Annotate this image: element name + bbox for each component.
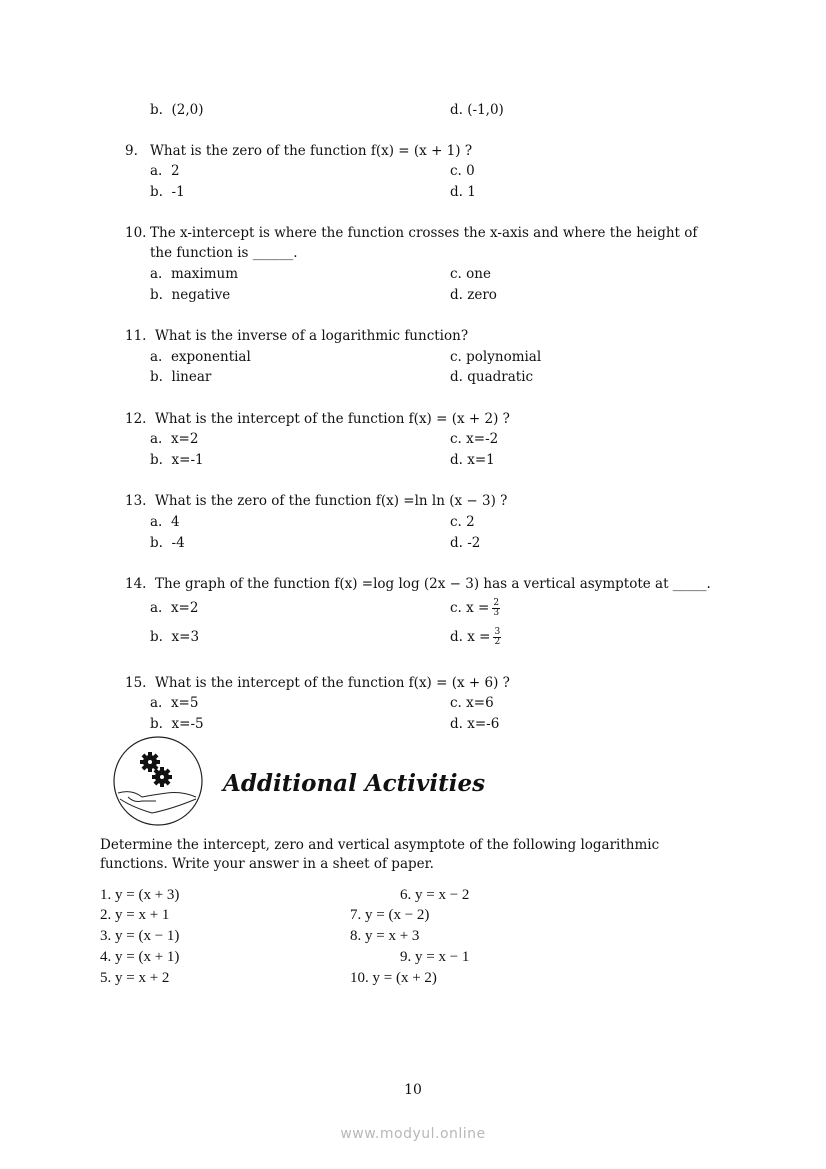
answer-option bbox=[450, 430, 498, 448]
option-letter: d. bbox=[450, 287, 463, 303]
activity-item: 3. y = (x − 1) bbox=[100, 928, 180, 944]
answer-option bbox=[450, 628, 501, 647]
answer-option bbox=[450, 183, 476, 201]
option-text: 1 bbox=[467, 184, 476, 200]
option-text: exponential bbox=[170, 349, 251, 365]
activity-item: 6. y = x − 2 bbox=[400, 887, 470, 903]
option-letter: a. bbox=[150, 266, 163, 282]
question-number: 12. bbox=[125, 411, 147, 427]
option-letter: c. bbox=[450, 349, 462, 365]
activity-item: 7. y = (x − 2) bbox=[350, 907, 430, 923]
option-letter: b. bbox=[150, 287, 163, 303]
answer-option bbox=[150, 628, 199, 646]
option-letter: c. bbox=[450, 600, 462, 616]
option-text: 0 bbox=[466, 163, 475, 179]
option-letter: b. bbox=[150, 535, 163, 551]
option-text: x=1 bbox=[467, 452, 495, 468]
answer-option bbox=[450, 348, 541, 366]
question-stem: What is the inverse of a logarithmic function? bbox=[155, 328, 469, 344]
fraction bbox=[493, 628, 501, 647]
option-letter: a. bbox=[150, 163, 163, 179]
question-number: 9. bbox=[125, 143, 138, 159]
answer-option bbox=[150, 348, 251, 366]
answer-option bbox=[150, 534, 185, 552]
question-stem: the function is ______. bbox=[150, 245, 298, 261]
option-letter: d. bbox=[450, 369, 463, 385]
answer-option bbox=[150, 451, 204, 469]
question-number: 13. bbox=[125, 493, 147, 509]
option-letter: a. bbox=[150, 431, 163, 447]
option-letter: a. bbox=[150, 349, 163, 365]
activity-item: 5. y = x + 2 bbox=[100, 970, 170, 986]
option-text: x=-1 bbox=[171, 452, 204, 468]
option-text: 2 bbox=[170, 163, 180, 179]
question-stem: The graph of the function f(x) =log log (2x − 3) has a vertical asymptote at _____. bbox=[155, 576, 711, 592]
answer-option bbox=[450, 265, 491, 283]
option-letter: c. bbox=[450, 431, 462, 447]
fraction bbox=[492, 599, 500, 618]
option-letter: d. bbox=[450, 716, 463, 732]
answer-option bbox=[450, 694, 494, 712]
answer-option bbox=[150, 368, 211, 386]
answer-option bbox=[150, 715, 204, 733]
option-letter: c. bbox=[450, 695, 462, 711]
option-text: x=5 bbox=[170, 695, 199, 711]
option-text: 2 bbox=[466, 514, 475, 530]
activity-item: 2. y = x + 1 bbox=[100, 907, 170, 923]
option-text: -2 bbox=[467, 535, 481, 551]
question-number: 11. bbox=[125, 328, 147, 344]
option-text: x=-5 bbox=[171, 716, 204, 732]
option-text: x=6 bbox=[466, 695, 494, 711]
option-letter: a. bbox=[150, 514, 163, 530]
option-letter: b. bbox=[150, 629, 163, 645]
fraction-denominator: 2 bbox=[494, 637, 501, 647]
option-text: negative bbox=[171, 287, 231, 303]
option-text: -1 bbox=[171, 184, 185, 200]
answer-option bbox=[150, 183, 185, 201]
question-stem: What is the zero of the function f(x) = (x + 1) ? bbox=[150, 143, 473, 159]
option-text: 4 bbox=[170, 514, 180, 530]
fraction-numerator: 2 bbox=[493, 598, 500, 608]
answer-option bbox=[450, 368, 533, 386]
option-text: x=3 bbox=[171, 629, 200, 645]
instructions-line-2: functions. Write your answer in a sheet of paper. bbox=[100, 856, 434, 872]
gears-hand-icon bbox=[112, 735, 204, 827]
answer-option bbox=[150, 162, 180, 180]
option-letter: d. bbox=[450, 452, 463, 468]
option-text: x=-6 bbox=[467, 716, 500, 732]
section-title: Additional Activities bbox=[223, 770, 486, 797]
option-d: d. (-1,0) bbox=[450, 102, 504, 118]
option-letter: a. bbox=[150, 600, 163, 616]
option-letter: b. bbox=[150, 716, 163, 732]
answer-option bbox=[150, 694, 198, 712]
option-letter: c. bbox=[450, 266, 462, 282]
page-number: 10 bbox=[404, 1082, 422, 1098]
option-letter: d. bbox=[450, 184, 463, 200]
watermark: www.modyul.online bbox=[340, 1126, 486, 1142]
option-letter: a. bbox=[150, 695, 163, 711]
answer-option bbox=[150, 430, 198, 448]
answer-option bbox=[150, 265, 238, 283]
answer-option bbox=[450, 286, 497, 304]
option-text: linear bbox=[171, 369, 212, 385]
option-text: zero bbox=[467, 287, 497, 303]
option-text: polynomial bbox=[466, 349, 542, 365]
answer-option bbox=[150, 286, 230, 304]
option-letter: c. bbox=[450, 514, 462, 530]
option-b: b. (2,0) bbox=[150, 102, 204, 118]
activity-item: 8. y = x + 3 bbox=[350, 928, 420, 944]
answer-option bbox=[450, 513, 475, 531]
option-letter: d. bbox=[450, 629, 463, 645]
question-stem: What is the intercept of the function f(x) = (x + 6) ? bbox=[155, 675, 510, 691]
question-stem: The x-intercept is where the function crosses the x-axis and where the height of bbox=[150, 225, 698, 241]
option-letter: b. bbox=[150, 369, 163, 385]
question-number: 14. bbox=[125, 576, 147, 592]
activity-item: 10. y = (x + 2) bbox=[350, 970, 437, 986]
activity-item: 1. y = (x + 3) bbox=[100, 887, 180, 903]
activity-item: 9. y = x − 1 bbox=[400, 949, 470, 965]
question-stem: What is the zero of the function f(x) =ln ln (x − 3) ? bbox=[155, 493, 508, 509]
option-letter: d. bbox=[450, 535, 463, 551]
answer-option bbox=[450, 534, 480, 552]
option-text: quadratic bbox=[467, 369, 534, 385]
answer-option bbox=[450, 451, 495, 469]
option-text: x = bbox=[466, 600, 490, 616]
option-text: maximum bbox=[170, 266, 239, 282]
answer-option bbox=[450, 599, 500, 618]
question-stem: What is the intercept of the function f(x) = (x + 2) ? bbox=[155, 411, 510, 427]
option-text: x = bbox=[467, 629, 491, 645]
option-letter: b. bbox=[150, 452, 163, 468]
answer-option bbox=[150, 513, 180, 531]
option-text: x=2 bbox=[170, 600, 199, 616]
instructions-line-1: Determine the intercept, zero and vertical asymptote of the following logarithmic bbox=[100, 837, 660, 853]
question-number: 15. bbox=[125, 675, 147, 691]
option-letter: c. bbox=[450, 163, 462, 179]
question-number: 10. bbox=[125, 225, 147, 241]
answer-option bbox=[150, 599, 198, 617]
option-text: x=-2 bbox=[466, 431, 499, 447]
option-text: x=2 bbox=[170, 431, 199, 447]
option-text: one bbox=[466, 266, 491, 282]
fraction-denominator: 3 bbox=[493, 608, 500, 618]
option-text: -4 bbox=[171, 535, 185, 551]
answer-option bbox=[450, 162, 475, 180]
answer-option bbox=[450, 715, 499, 733]
fraction-numerator: 3 bbox=[494, 627, 501, 637]
activity-item: 4. y = (x + 1) bbox=[100, 949, 180, 965]
option-letter: b. bbox=[150, 184, 163, 200]
